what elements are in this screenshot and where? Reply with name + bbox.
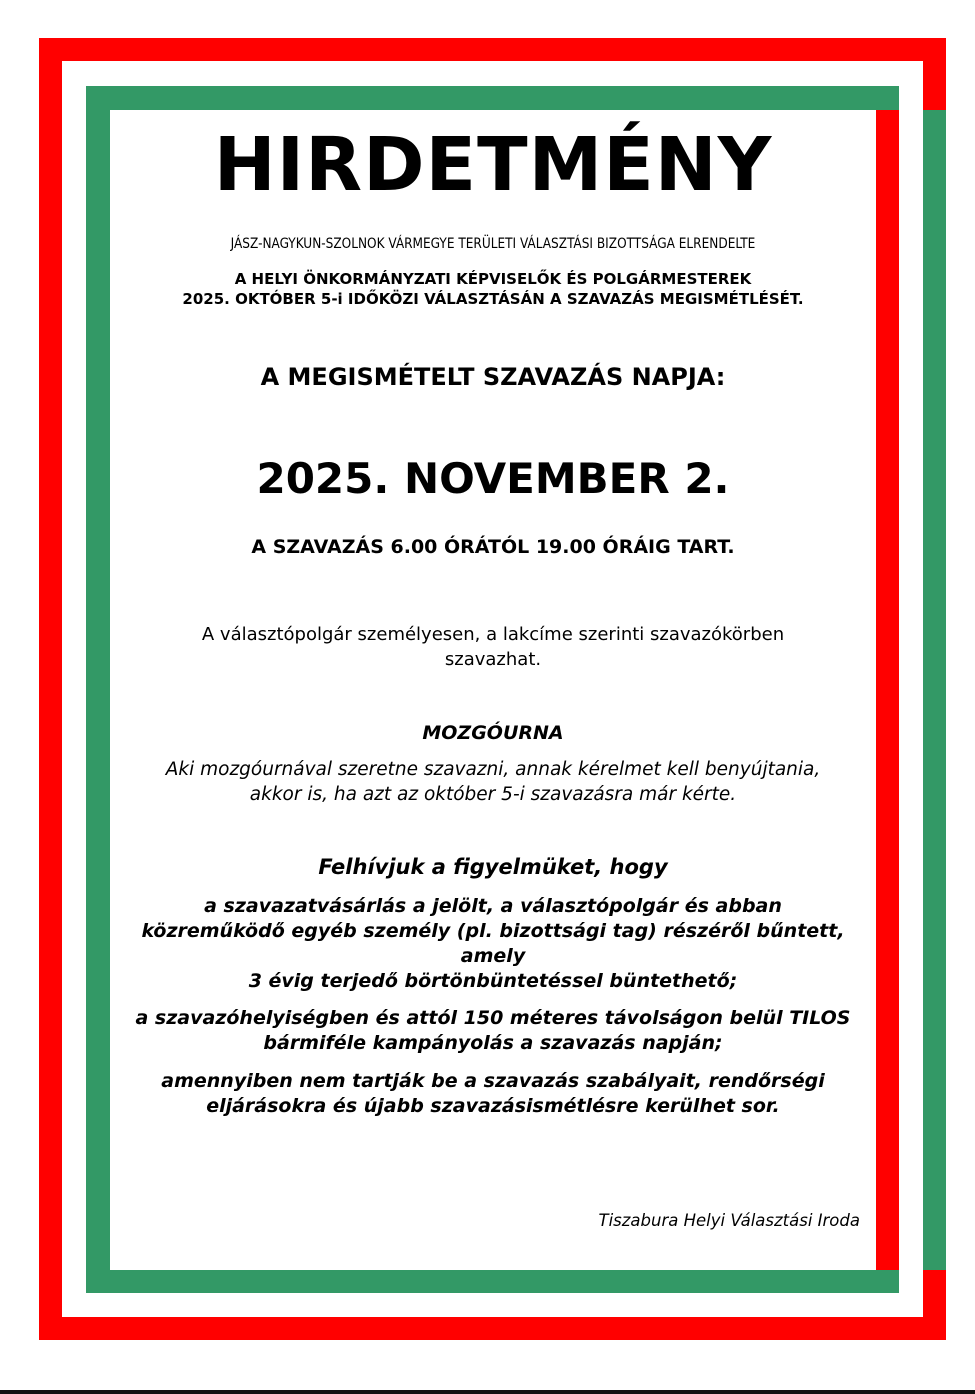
inner-frame-left (86, 86, 110, 1293)
warning-line: a szavazatvásárlás a jelölt, a választópolgár és abban (204, 895, 782, 917)
subject-line: A HELYI ÖNKORMÁNYZATI KÉPVISELŐK ÉS POLGÁRMESTEREK (234, 270, 752, 288)
voter-info-line: szavazhat. (444, 649, 542, 670)
ordering-authority: JÁSZ-NAGYKUN-SZOLNOK VÁRMEGYE TERÜLETI VÁLASZTÁSI BIZOTTSÁGA ELRENDELTE (230, 236, 756, 252)
notice-subject (110, 269, 876, 309)
warning-line: bármiféle kampányolás a szavazás napján; (263, 1032, 723, 1054)
warning-line: 3 évig terjedő börtönbüntetéssel büntethető; (248, 970, 738, 992)
inner-frame-top (86, 86, 899, 110)
outer-frame-right-top (923, 38, 946, 110)
warning-campaigning (110, 1006, 876, 1056)
outer-frame-top (39, 38, 946, 61)
warning-line: eljárásokra és újabb szavazásismétlésre kerülhet sor. (206, 1095, 780, 1117)
mobile-ballot-title: MOZGÓURNA (422, 722, 564, 744)
outer-frame-left (39, 38, 62, 1340)
attention-heading: Felhívjuk a figyelmüket, hogy (318, 855, 668, 879)
bottom-edge-strip (0, 1390, 975, 1394)
warning-line: amely (460, 945, 526, 967)
warning-rules (110, 1069, 876, 1119)
warning-line: amennyiben nem tartják be a szavazás szabályait, rendőrségi (161, 1070, 825, 1092)
vote-date: 2025. NOVEMBER 2. (256, 454, 730, 503)
voting-hours: A SZAVAZÁS 6.00 ÓRÁTÓL 19.00 ÓRÁIG TART. (251, 536, 735, 558)
inner-frame-right (876, 110, 899, 1270)
outer-frame-right-middle (923, 110, 946, 1270)
outer-frame-right-bottom (923, 1270, 946, 1340)
warning-line: közreműködő egyéb személy (pl. bizottsági tag) részéről bűntett, (141, 920, 845, 942)
mobile-ballot-line: Aki mozgóurnával szeretne szavazni, annak kérelmet kell benyújtania, (165, 759, 821, 780)
mobile-ballot-line: akkor is, ha azt az október 5-i szavazásra már kérte. (249, 784, 737, 805)
warning-line: a szavazóhelyiségben és attól 150 méteres távolságon belül TILOS (135, 1007, 851, 1029)
inner-frame-bottom (86, 1270, 899, 1293)
notice-title: HIRDETMÉNY (213, 122, 773, 208)
mobile-ballot-text (110, 757, 876, 807)
voter-info (110, 622, 876, 672)
signature: Tiszabura Helyi Választási Iroda (598, 1211, 860, 1230)
repeat-vote-day-label: A MEGISMÉTELT SZAVAZÁS NAPJA: (260, 363, 726, 391)
notice-content (110, 110, 876, 1270)
outer-frame-bottom (39, 1317, 946, 1340)
warning-vote-buying (110, 894, 876, 994)
subject-line: 2025. OKTÓBER 5-i IDŐKÖZI VÁLASZTÁSÁN A SZAVAZÁS MEGISMÉTLÉSÉT. (182, 290, 804, 308)
voter-info-line: A választópolgár személyesen, a lakcíme szerinti szavazókörben (201, 624, 785, 645)
